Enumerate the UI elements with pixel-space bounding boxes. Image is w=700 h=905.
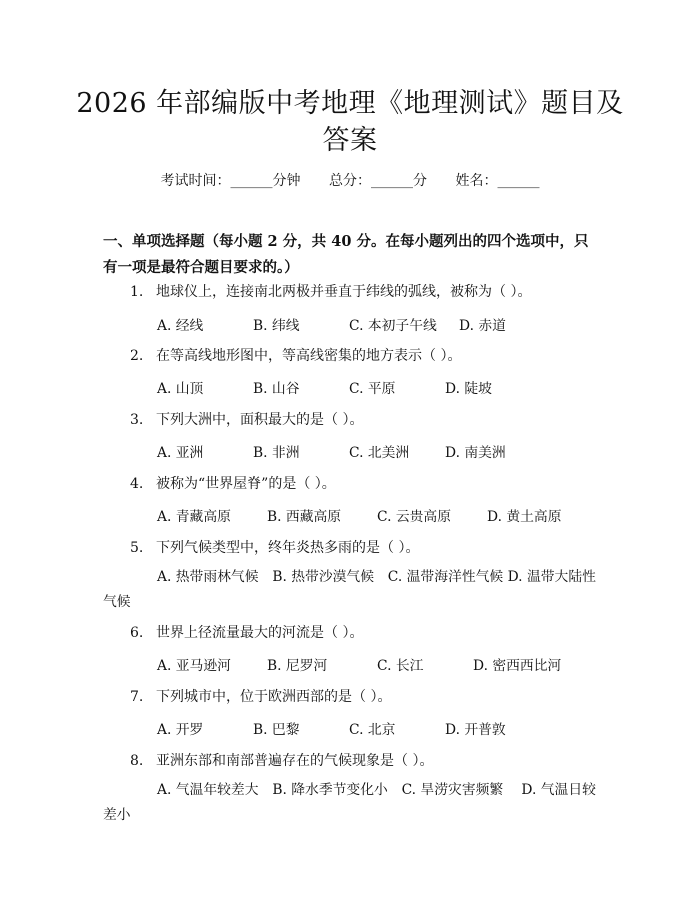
option-d: D. 开普敦 bbox=[445, 722, 506, 738]
exam-time: 考试时间：______分钟 bbox=[160, 173, 301, 189]
question-number: 4. bbox=[130, 476, 144, 492]
question-number: 6. bbox=[130, 625, 144, 641]
option-b: B. 巴黎 bbox=[253, 722, 300, 738]
option-a: A. 山顶 bbox=[157, 381, 204, 397]
option-c: C. 北美洲 bbox=[349, 445, 410, 461]
option-d: D. 陡坡 bbox=[445, 381, 492, 397]
option-b: B. 山谷 bbox=[253, 381, 300, 397]
option-c: C. 长江 bbox=[377, 658, 424, 674]
option-b: B. 西藏高原 bbox=[267, 509, 342, 525]
options-5: A. 热带雨林气候 B. 热带沙漠气候 C. 温带海洋性气候 D. 温带大陆性气候 bbox=[103, 569, 596, 610]
option-d: D. 赤道 bbox=[459, 318, 506, 334]
option-d: D. 南美洲 bbox=[445, 445, 506, 461]
exam-meta bbox=[0, 170, 700, 190]
option-d: D. 黄土高原 bbox=[487, 509, 562, 525]
option-b: B. 尼罗河 bbox=[267, 658, 328, 674]
question-text: 亚洲东部和南部普遍存在的气候现象是（ ）。 bbox=[156, 753, 434, 769]
question-1 bbox=[130, 281, 531, 301]
exam-total-score: 总分：______分 bbox=[329, 173, 427, 189]
question-text: 在等高线地形图中，等高线密集的地方表示（ ）。 bbox=[156, 348, 462, 364]
question-number: 3. bbox=[130, 412, 144, 428]
options-8: A. 气温年较差大 B. 降水季节变化小 C. 旱涝灾害频繁 D. 气温日较差小 bbox=[103, 782, 596, 823]
question-2 bbox=[130, 345, 461, 365]
question-number: 7. bbox=[130, 689, 144, 705]
option-c: C. 北京 bbox=[349, 722, 396, 738]
option-c: C. 平原 bbox=[349, 381, 396, 397]
exam-name: 姓名：______ bbox=[455, 173, 540, 189]
question-7 bbox=[130, 686, 391, 706]
question-number: 8. bbox=[130, 753, 144, 769]
question-text: 被称为“世界屋脊”的是（ ）。 bbox=[156, 476, 336, 492]
option-a: A. 开罗 bbox=[157, 722, 204, 738]
option-c: C. 云贵高原 bbox=[377, 509, 452, 525]
question-5 bbox=[130, 537, 419, 557]
section-heading: 一、单项选择题（每小题 2 分，共 40 分。在每小题列出的四个选项中，只有一项是最符合题目要求的。） bbox=[103, 233, 589, 276]
question-3 bbox=[130, 409, 363, 429]
option-a: A. 青藏高原 bbox=[157, 509, 231, 525]
option-b: B. 非洲 bbox=[253, 445, 300, 461]
question-text: 下列大洲中，面积最大的是（ ）。 bbox=[156, 412, 364, 428]
page-title-line1: 2026 年部编版中考地理《地理测试》题目及 bbox=[76, 88, 624, 119]
question-number: 2. bbox=[130, 348, 144, 364]
option-a: A. 亚洲 bbox=[157, 445, 204, 461]
option-a: A. 亚马逊河 bbox=[157, 658, 231, 674]
option-a: A. 经线 bbox=[157, 318, 204, 334]
option-b: B. 纬线 bbox=[253, 318, 300, 334]
question-text: 下列气候类型中，终年炎热多雨的是（ ）。 bbox=[156, 540, 420, 556]
question-text: 世界上径流量最大的河流是（ ）。 bbox=[156, 625, 364, 641]
question-4 bbox=[130, 473, 336, 493]
question-number: 5. bbox=[130, 540, 144, 556]
question-text: 地球仪上，连接南北两极并垂直于纬线的弧线，被称为（ ）。 bbox=[156, 284, 532, 300]
question-number: 1. bbox=[130, 284, 144, 300]
question-text: 下列城市中，位于欧洲西部的是（ ）。 bbox=[156, 689, 392, 705]
page-title-line2: 答案 bbox=[322, 125, 378, 156]
option-c: C. 本初子午线 bbox=[349, 318, 437, 334]
option-d: D. 密西西比河 bbox=[473, 658, 562, 674]
question-8 bbox=[130, 750, 433, 770]
question-6 bbox=[130, 622, 363, 642]
